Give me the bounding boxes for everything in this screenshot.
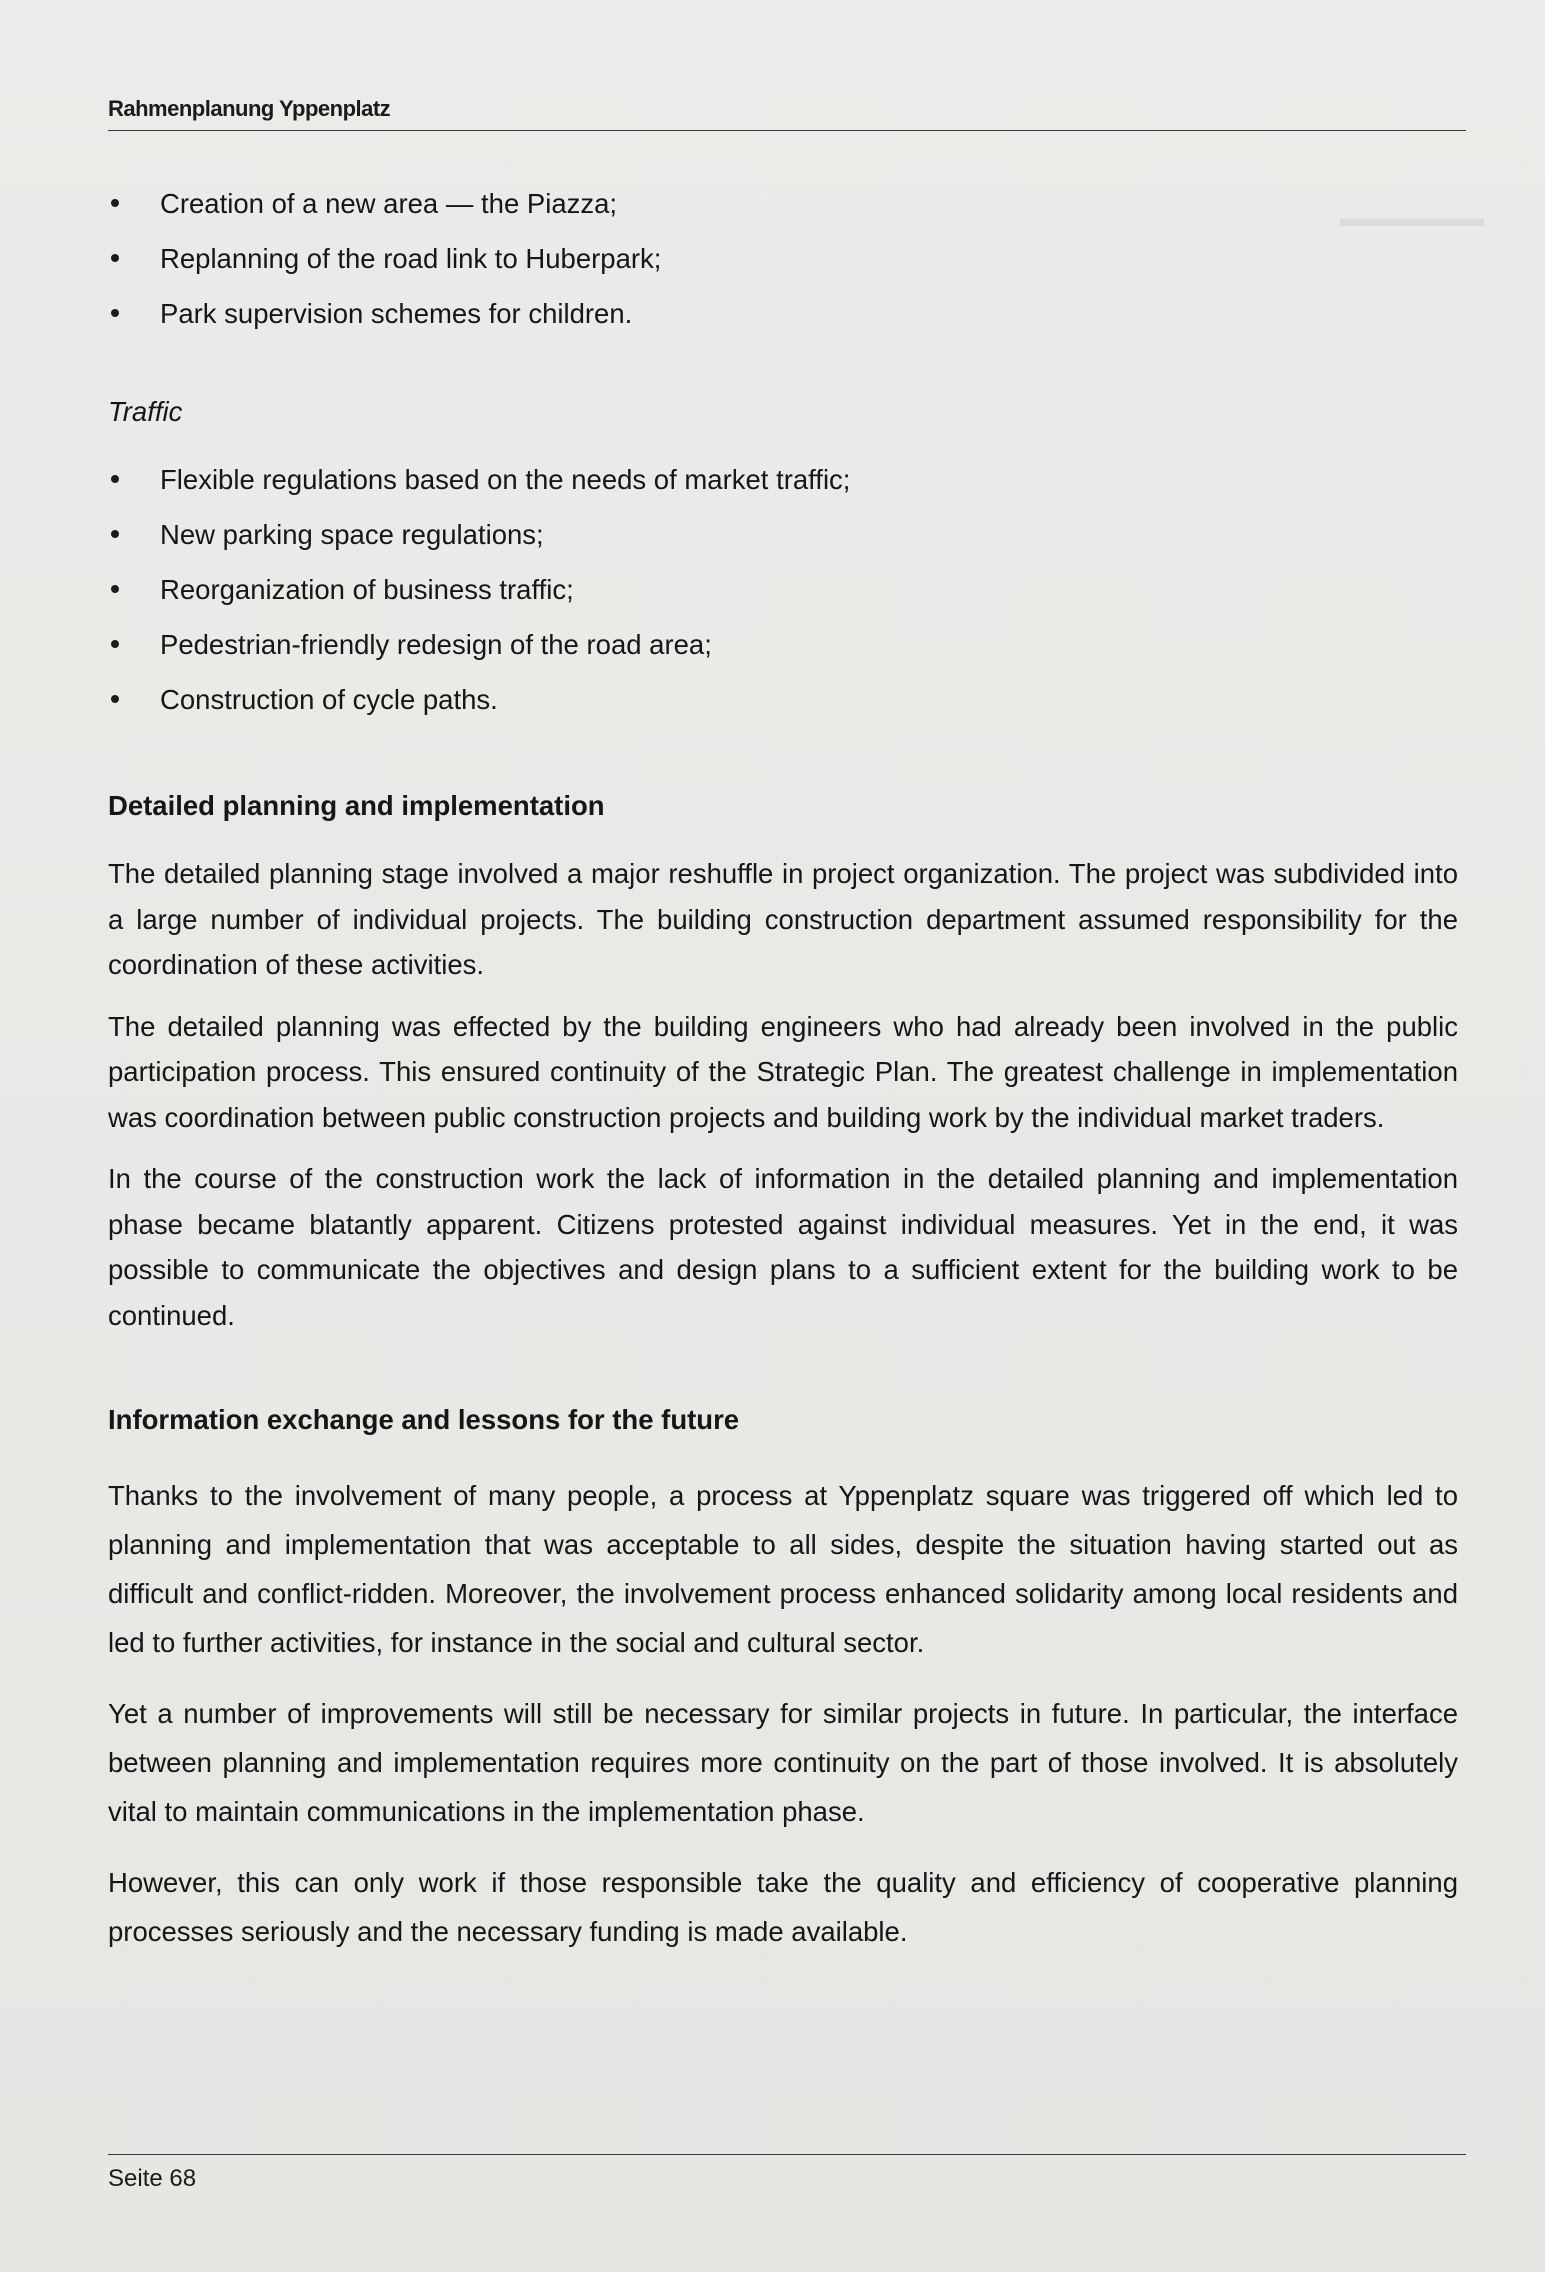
bullet-icon — [111, 585, 119, 593]
bullet-icon — [111, 309, 119, 317]
list-item: Reorganization of business traffic; — [108, 566, 1458, 621]
bullet-icon — [111, 530, 119, 538]
paragraph: In the course of the construction work the lack of information in the detailed planning and implementation phase became blatantly apparent. Citizens protested against individual measures. Yet in the end, it was possible to communicate the objectives and design plans to a sufficient extent for the building work to be continued. — [108, 1163, 1458, 1331]
paragraph: The detailed planning stage involved a major reshuffle in project organization. The project was subdivided into a large number of individual projects. The building construction department assumed responsibility for the coordination of these activities. — [108, 858, 1458, 980]
top-bullet-list — [108, 180, 1458, 345]
paragraph: However, this can only work if those responsible take the quality and efficiency of cooperative planning processes seriously and the necessary funding is made available. — [108, 1867, 1458, 1947]
page-number: Seite 68 — [108, 2165, 197, 2192]
traffic-bullet-list — [108, 456, 1458, 731]
section-heading-information-exchange: Information exchange and lessons for the future — [108, 1404, 740, 1435]
list-item: Pedestrian-friendly redesign of the road area; — [108, 621, 1458, 676]
bullet-icon — [111, 254, 119, 262]
list-item: Park supervision schemes for children. — [108, 290, 1458, 345]
bullet-icon — [111, 695, 119, 703]
paragraph: The detailed planning was effected by the building engineers who had already been involved in the public participation process. This ensured continuity of the Strategic Plan. The greatest challenge in implementation was coordination between public construction projects and building work by the individual market traders. — [108, 1010, 1458, 1133]
section-information-exchange — [108, 1471, 1458, 1956]
page-footer — [108, 2154, 1466, 2193]
traffic-heading: Traffic — [108, 396, 183, 427]
paragraph: Thanks to the involvement of many people, a process at Yppenplatz square was triggered off which led to planning and implementation that was acceptable to all sides, despite the situation having started out as difficult and conflict-ridden. Moreover, the involvement process enhanced solidarity among local residents and led to further activities, for instance in the social and cultural sector. — [108, 1480, 1458, 1658]
page-header — [108, 96, 1466, 131]
running-header: Rahmenplanung Yppenplatz — [108, 96, 391, 121]
list-item: Replanning of the road link to Huberpark; — [108, 235, 1458, 290]
bullet-icon — [111, 475, 119, 483]
bullet-icon — [111, 199, 119, 207]
list-item: Construction of cycle paths. — [108, 676, 1458, 731]
section-detailed-planning — [108, 851, 1458, 1338]
section-heading-detailed-planning: Detailed planning and implementation — [108, 790, 605, 821]
page-content — [108, 180, 1458, 1978]
paragraph: Yet a number of improvements will still be necessary for similar projects in future. In particular, the interface between planning and implementation requires more continuity on the part of those involved. It is absolutely vital to maintain communications in the implementation phase. — [108, 1698, 1458, 1827]
list-item: New parking space regulations; — [108, 511, 1458, 566]
show-through-text: ▬▬▬▬▬▬ — [1340, 205, 1484, 232]
bullet-icon — [111, 640, 119, 648]
list-item: Flexible regulations based on the needs of market traffic; — [108, 456, 1458, 511]
list-item: Creation of a new area — the Piazza; — [108, 180, 1458, 235]
